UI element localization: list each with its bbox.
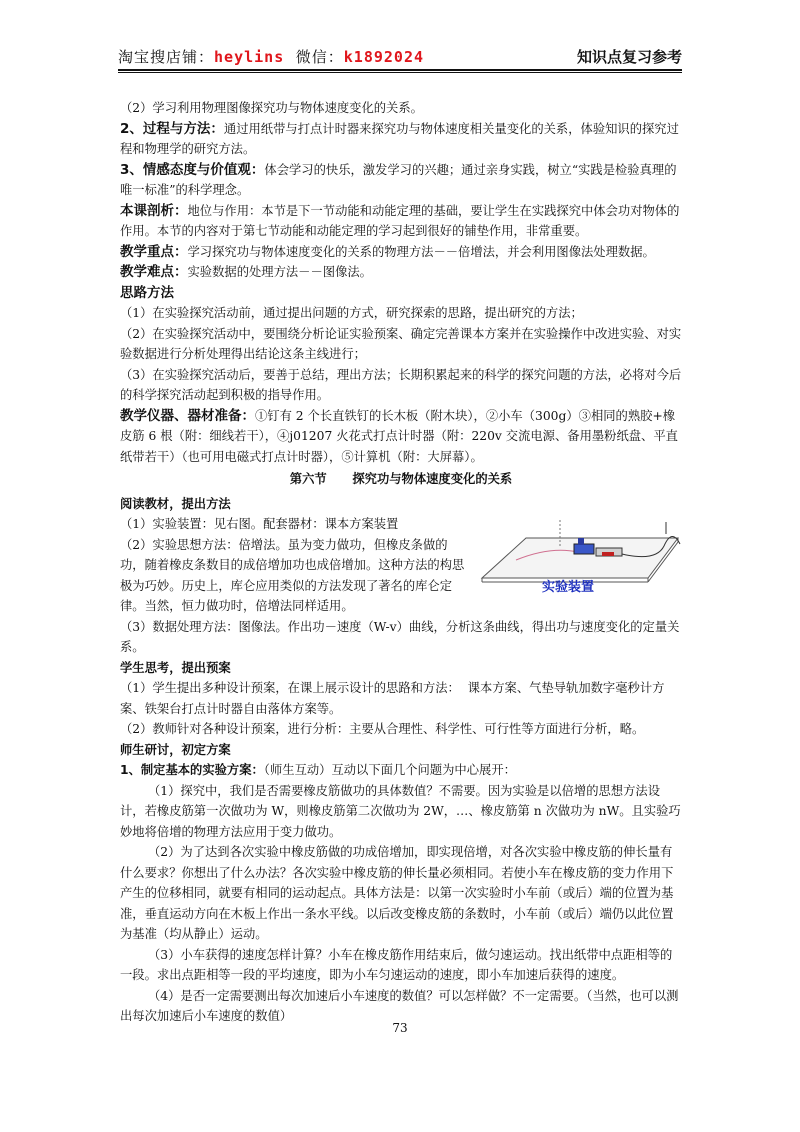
paragraph [120,406,682,468]
paragraph: （1）学生提出多种设计预案，在课上展示设计的思路和方法： 课本方案、气垫导轨加数字毫秒计方案、铁架台打点计时器自由落体方案等。 [120,681,665,716]
paragraph: （3）数据处理方法：图像法。作出功－速度（W-v）曲线，分析这条曲线，得出功与速度变化的定量关系。 [120,619,680,654]
section-heading: 思路方法 [120,284,174,301]
paragraph: （1）在实验探究活动前，通过提出问题的方式，研究探索的思路，提出研究的方法； [120,306,583,320]
paragraph-body: 学习探究功与物体速度变化的关系的物理方法－－倍增法，并会利用图像法处理数据。 [187,244,655,259]
header-title: 知识点复习参考 [576,48,682,66]
subsection-heading: 师生研讨，初定方案 [120,742,231,757]
paragraph: （2）教师针对各种设计预案，进行分析：主要从合理性、科学性、可行性等方面进行分析，略。 [120,722,645,736]
subsection-heading: 阅读教材，提出方法 [120,496,231,511]
page-header [118,44,682,70]
paragraph-heading: 教学重点： [120,243,188,260]
header-rule [118,69,682,71]
paragraph: （1）探究中，我们是否需要橡皮筋做功的具体数值？不需要。因为实验是以倍增的思想方法设计，若橡皮筋第一次做功为 W，则橡皮筋第二次做功为 2W，…、橡皮筋第 n 次做功为 nW。且实验巧妙地将倍增的物理方法应用于变力做功。 [120,783,681,839]
paragraph-body: 通过用纸带与打点计时器来探究功与物体速度相关量变化的关系，体验知识的探究过程和物理学的研究方法。 [120,121,679,156]
paragraph-heading: 教学难点： [120,264,188,280]
paragraph: （3）在实验探究活动后，要善于总结，理出方法；长期积累起来的科学的探究问题的方法，必将对今后的科学探究活动起到积极的指导作用。 [120,367,682,402]
paragraph-body: 地位与作用：本节是下一节动能和动能定理的基础，要让学生在实践探究中体会功对物体的作用。本节的内容对于第七节动能和动能定理的学习起到很好的铺垫作用，非常重要。 [120,203,680,238]
document-body [120,98,682,1027]
paragraph [120,201,682,242]
shop-info [118,46,424,67]
page-number: 73 [392,1021,408,1035]
paragraph [120,262,682,283]
section-title: 第六节 探究功与物体速度变化的关系 [289,472,513,486]
paragraph-body: （师生互动）互动以下面几个问题为中心展开： [263,763,516,777]
paragraph: （4）是否一定需要测出每次加速后小车速度的数值？可以怎样做？不一定需要。（当然，也可以测出每次加速后小车速度的数值） [120,988,679,1023]
paragraph: （2）为了达到各次实验中橡皮筋做的功成倍增加，即实现倍增，对各次实验中橡皮筋的伸长量有什么要求？你想出了什么办法？各次实验中橡皮筋的伸长量必须相同。若使小车在橡皮筋的变力作用下产生的位移相同，就要有相同的运动起点。具体方法是：以第一次实验时小车前（或后）端的位置为基准，垂直运动方向在木板上作出一条水平线。以后改变橡皮筋的条数时，小车前（或后）端仍以此位置为基准（均从静止）运动。 [120,845,674,941]
paragraph-body: ①钉有 2 个长直铁钉的长木板（附木块），②小车（300g）③相同的熟胶+橡皮筋 6 根（附：细线若干），④j01207 火花式打点计时器（附：220v 交流电源、备用墨粉纸盘、平直纸带若干）（也可用电磁式打点计时器），⑤计算机（附：大屏幕）。 [120,408,678,464]
paragraph-body: 实验数据的处理方法－－图像法。 [187,265,372,279]
shop-label: 淘宝搜店铺： [118,48,215,66]
paragraph: （2）实验思想方法：倍增法。虽为变力做功，但橡皮条做的功，随着橡皮条数目的成倍增加功也成倍增加。这种方法的构思极为巧妙。历史上，库仑应用类似的方法发现了著名的库仑定律。当然，恒力做功时，倍增法同样适用。 [120,537,465,613]
subsection-heading: 学生思考，提出预案 [120,660,231,675]
paragraph [120,242,682,263]
paragraph: （3）小车获得的速度怎样计算？小车在橡皮筋作用结束后，做匀速运动。找出纸带中点距相等的一段。求出点距相等一段的平均速度，即为小车匀速运动的速度，即小车加速后获得的速度。 [120,947,673,982]
wechat-id: k1892024 [343,48,425,66]
paragraph-heading: 教学仪器、器材准备： [120,407,255,424]
paragraph [120,160,682,201]
paragraph-body: 体会学习的快乐，激发学习的兴趣；通过亲身实践，树立“实践是检验真理的唯一标准”的科学理念。 [120,162,677,197]
paragraph-heading: 2、过程与方法： [120,120,224,137]
paragraph [120,119,682,160]
paragraph-heading: 3、情感态度与价值观： [120,161,265,178]
paragraph-heading: 本课剖析： [120,202,188,219]
shop-id: heylins [214,48,285,66]
paragraph: （1）实验装置：见右图。配套器材：课本方案装置 [120,517,399,531]
paragraph [120,760,682,781]
wechat-label: 微信： [284,48,344,66]
paragraph-heading: 1、制定基本的实验方案： [120,763,264,777]
figure-caption: 实验装置 [542,580,595,595]
paragraph: （2）学习利用物理图像探究功与物体速度变化的关系。 [120,101,423,115]
apparatus-figure [480,516,684,602]
paragraph: （2）在实验探究活动中，要围绕分析论证实验预案、确定完善课本方案并在实验操作中改进实验、对实验数据进行分析处理得出结论这条主线进行； [120,326,682,361]
header-rule-thin [118,72,682,73]
